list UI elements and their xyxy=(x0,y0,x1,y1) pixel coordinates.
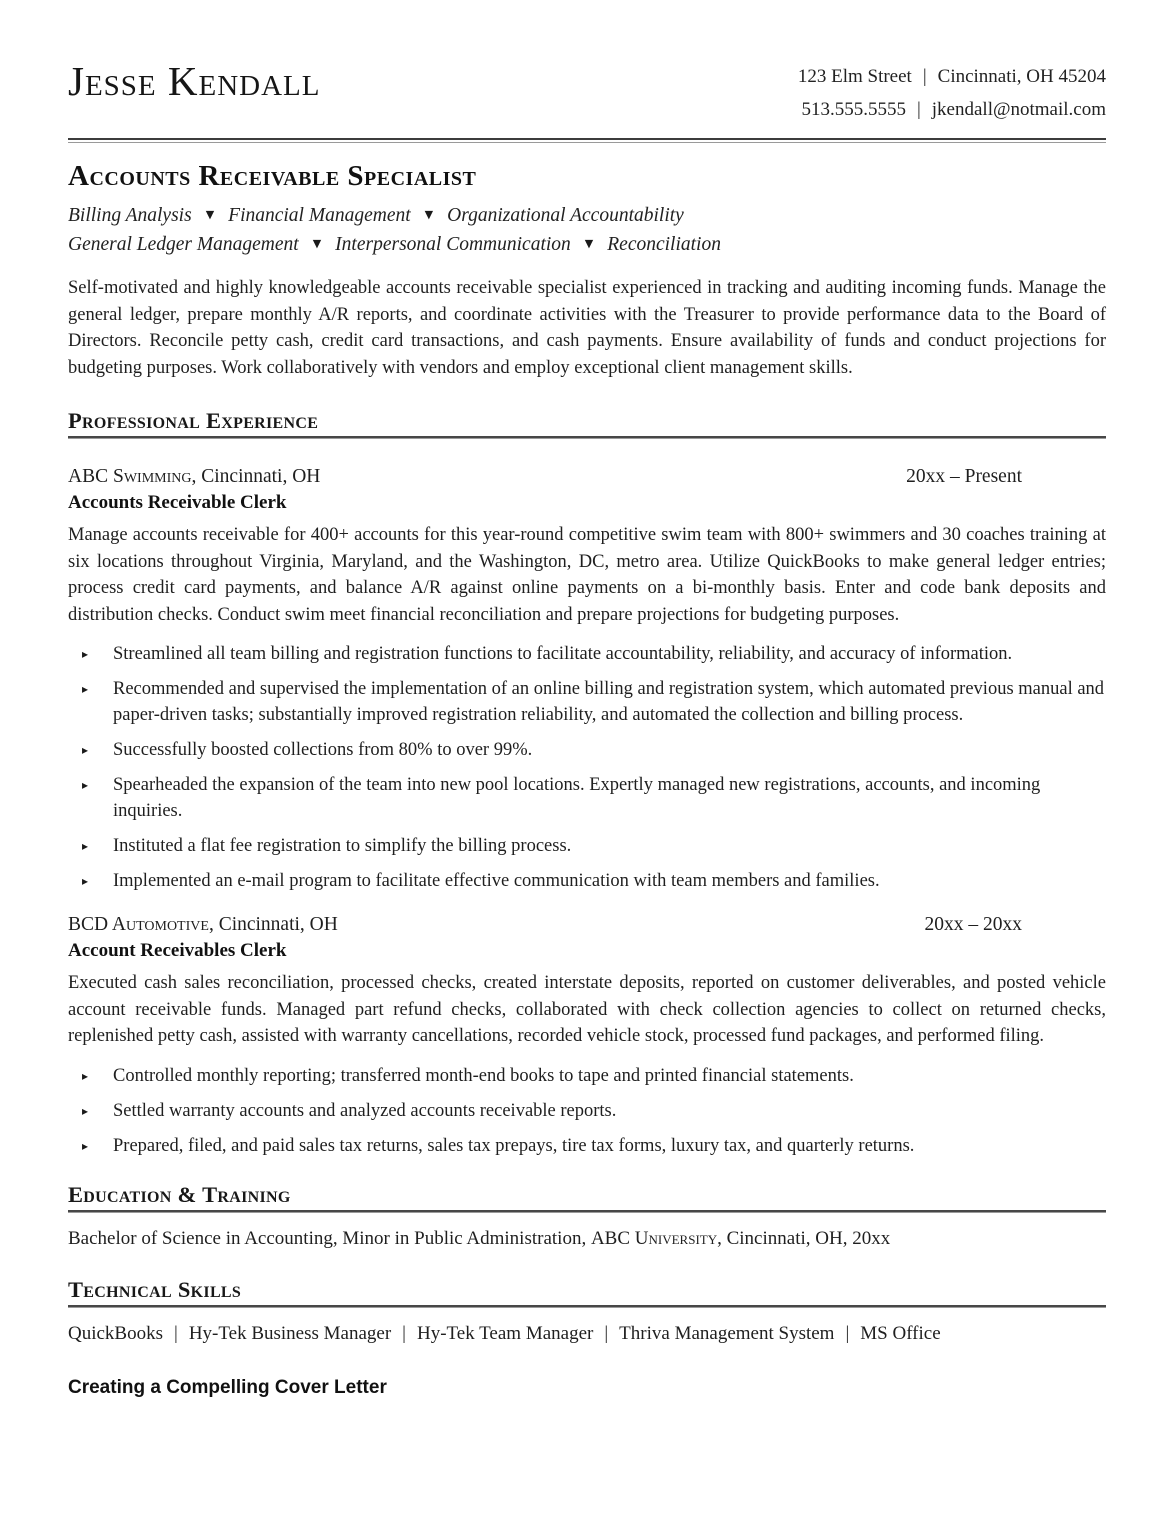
section-heading-technical: Technical Skills xyxy=(68,1276,1106,1307)
bullet-text: Successfully boosted collections from 80% to over 99%. xyxy=(113,740,533,760)
contact-line-1 xyxy=(798,60,1106,93)
contact-block xyxy=(798,60,1106,126)
list-item xyxy=(68,833,1106,859)
candidate-name: Jesse Kendall xyxy=(68,58,321,104)
skill-item: Organizational Accountability xyxy=(447,205,684,226)
bullet-text: Spearheaded the expansion of the team into new pool locations. Expertly managed new registrations, accounts, and incoming inquiries. xyxy=(113,775,1041,821)
job-header xyxy=(68,911,1106,938)
pipe-separator: | xyxy=(922,66,927,87)
bullet-text: Instituted a flat fee registration to simplify the billing process. xyxy=(113,836,572,856)
city-text: Cincinnati, OH 45204 xyxy=(937,66,1106,87)
resume-title: Accounts Receivable Specialist xyxy=(68,160,477,192)
company-location: , Cincinnati, OH xyxy=(191,466,321,487)
company-line xyxy=(68,463,320,490)
bullet-list xyxy=(68,641,1106,894)
bullet-icon: ▸ xyxy=(82,647,89,661)
skill-item: Interpersonal Communication xyxy=(335,234,571,255)
address-text: 123 Elm Street xyxy=(797,66,912,87)
bullet-text: Settled warranty accounts and analyzed accounts receivable reports. xyxy=(113,1100,617,1121)
header-divider xyxy=(68,138,1106,143)
footer-note: Creating a Compelling Cover Letter xyxy=(68,1376,387,1398)
header xyxy=(68,58,1106,126)
degree-text: Bachelor of Science in Accounting, Minor in Public Administration, xyxy=(68,1227,591,1249)
skill-item: Reconciliation xyxy=(607,234,721,255)
school-name: ABC University xyxy=(590,1227,718,1249)
tech-skill: QuickBooks xyxy=(68,1322,163,1344)
tech-skills-line xyxy=(68,1320,1106,1347)
bullet-icon: ▸ xyxy=(82,874,89,888)
job-dates: 20xx – Present xyxy=(906,466,1022,487)
bullet-icon: ▸ xyxy=(82,1138,89,1153)
skills-banner-row-1 xyxy=(68,202,1106,231)
list-item xyxy=(68,641,1106,667)
company-location: , Cincinnati, OH xyxy=(208,914,338,935)
section-heading-experience: Professional Experience xyxy=(68,407,1106,438)
job-dates: 20xx – 20xx xyxy=(924,914,1022,935)
skill-item: Financial Management xyxy=(228,205,411,226)
bullet-list xyxy=(68,1063,1106,1159)
summary-paragraph: Self-motivated and highly knowledgeable accounts receivable specialist experienced in tracking and auditing incoming funds. Manage the general ledger, prepare monthly A/R reports, and coordinate activities with the Treasurer to provide performance data to the Board of Directors. Reconcile petty cash, credit card transactions, and cash payments. Ensure availability of funds and conduct projections for budgeting purposes. Work collaboratively with vendors and employ exceptional client management skills. xyxy=(68,278,1106,378)
skills-banner-row-2 xyxy=(68,231,1106,260)
triangle-down-icon: ▼ xyxy=(205,208,215,221)
bullet-icon: ▸ xyxy=(82,1103,89,1118)
list-item xyxy=(68,1133,1106,1159)
triangle-down-icon: ▼ xyxy=(584,237,594,250)
bullet-text: Controlled monthly reporting; transferred month-end books to tape and printed financial statements. xyxy=(113,1065,854,1086)
bullet-icon: ▸ xyxy=(82,682,89,696)
skills-banner xyxy=(68,202,1106,260)
list-item xyxy=(68,868,1106,894)
bullet-icon: ▸ xyxy=(82,1068,89,1083)
tech-skill: Hy-Tek Business Manager xyxy=(188,1322,392,1344)
list-item xyxy=(68,676,1106,728)
list-item xyxy=(68,1098,1106,1124)
triangle-down-icon: ▼ xyxy=(312,237,322,250)
triangle-down-icon: ▼ xyxy=(424,208,434,221)
contact-line-2 xyxy=(798,93,1106,126)
list-item xyxy=(68,737,1106,763)
tech-skill: Thriva Management System xyxy=(619,1322,835,1344)
job-title: Accounts Receivable Clerk xyxy=(68,492,287,513)
company-name: BCD Automotive xyxy=(68,914,209,935)
bullet-text: Implemented an e-mail program to facilitate effective communication with team members and families. xyxy=(113,871,880,891)
job-entry xyxy=(68,463,1106,894)
company-name: ABC Swimming xyxy=(68,466,192,487)
tech-skill: MS Office xyxy=(860,1322,941,1344)
bullet-icon: ▸ xyxy=(82,743,89,757)
tech-skill: Hy-Tek Team Manager xyxy=(416,1322,594,1344)
section-heading-education: Education & Training xyxy=(68,1181,1106,1212)
skill-item: General Ledger Management xyxy=(68,234,299,255)
job-description: Manage accounts receivable for 400+ accounts for this year-round competitive swim team with 800+ swimmers and 30 coaches training at six locations throughout Virginia, Maryland, and the Washington, DC, metro area. Utilize QuickBooks to make general ledger entries; process credit card payments, and balance A/R against online payments on a bi-monthly basis. Enter and code bank deposits and distribution checks. Conduct swim meet financial reconciliation and prepare projections for budgeting purposes. xyxy=(68,525,1106,625)
list-item xyxy=(68,772,1106,824)
job-header xyxy=(68,463,1106,490)
email-text: jkendall@notmail.com xyxy=(931,99,1106,120)
job-description: Executed cash sales reconciliation, processed checks, created interstate deposits, reported on customer deliverables, and posted vehicle account receivable funds. Managed part refund checks, collaborated with check collection agencies to collect on returned checks, replenished petty cash, assisted with warranty cancellations, recorded vehicle stock, processed fund packages, and performed filing. xyxy=(68,973,1106,1046)
phone-text: 513.555.5555 xyxy=(801,99,906,120)
skill-item: Billing Analysis xyxy=(68,205,192,226)
pipe-separator: | xyxy=(174,1322,178,1344)
job-entry xyxy=(68,911,1106,1159)
bullet-text: Prepared, filed, and paid sales tax returns, sales tax prepays, tire tax forms, luxury tax, and quarterly returns. xyxy=(113,1135,915,1156)
pipe-separator: | xyxy=(402,1322,406,1344)
bullet-text: Streamlined all team billing and registration functions to facilitate accountability, reliability, and accuracy of information. xyxy=(113,644,1013,664)
pipe-separator: | xyxy=(604,1322,609,1344)
job-title: Account Receivables Clerk xyxy=(68,940,287,961)
pipe-separator: | xyxy=(845,1322,850,1344)
bullet-icon: ▸ xyxy=(82,839,89,853)
company-line xyxy=(68,911,338,938)
bullet-text: Recommended and supervised the implementation of an online billing and registration system, which automated previous manual and paper-driven tasks; substantially improved registration reliability, and automated the collection and billing process. xyxy=(113,679,1105,725)
education-line xyxy=(68,1225,1106,1252)
bullet-icon: ▸ xyxy=(82,778,89,792)
pipe-separator: | xyxy=(916,99,921,120)
education-details: , Cincinnati, OH, 20xx xyxy=(717,1227,891,1249)
list-item xyxy=(68,1063,1106,1089)
